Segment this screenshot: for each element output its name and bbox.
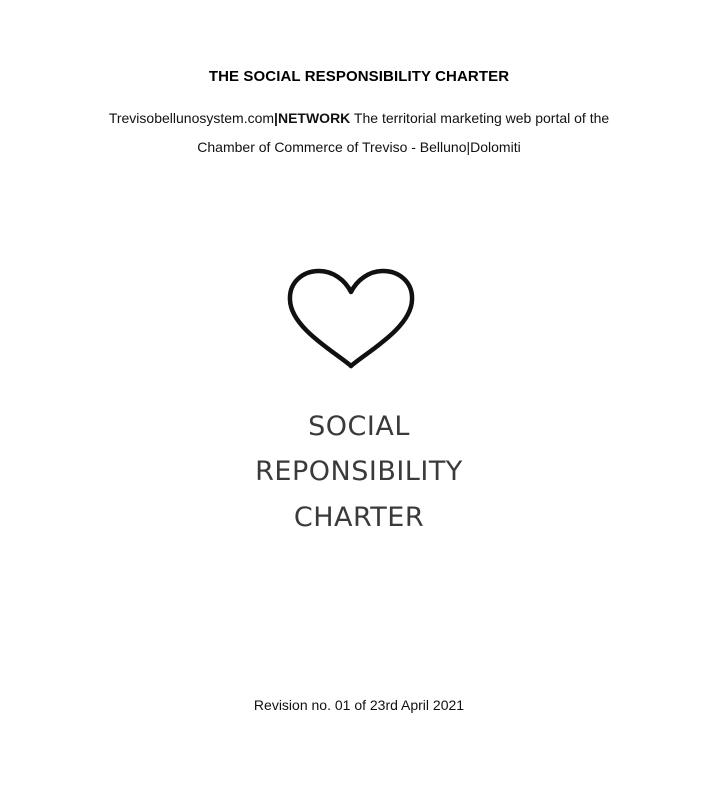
logo-text-charter: CHARTER [293,502,425,533]
network-label: NETWORK [277,110,351,126]
document-title: THE SOCIAL RESPONSIBILITY CHARTER [208,68,510,85]
separator: | [274,110,278,126]
revision-note: Revision no. 01 of 23rd April 2021 [253,697,465,713]
logo-text-responsibility: REPONSIBILITY [255,456,463,487]
logo-text-social: SOCIAL [308,411,410,442]
intro-line-1 [0,110,718,126]
intro-description: The territorial marketing web portal of the [350,110,610,126]
heart-icon [285,268,417,372]
intro-line-2: Chamber of Commerce of Treviso - Belluno|Dolomiti [197,139,521,155]
site-name: Trevisobellunosystem.com [108,110,275,126]
